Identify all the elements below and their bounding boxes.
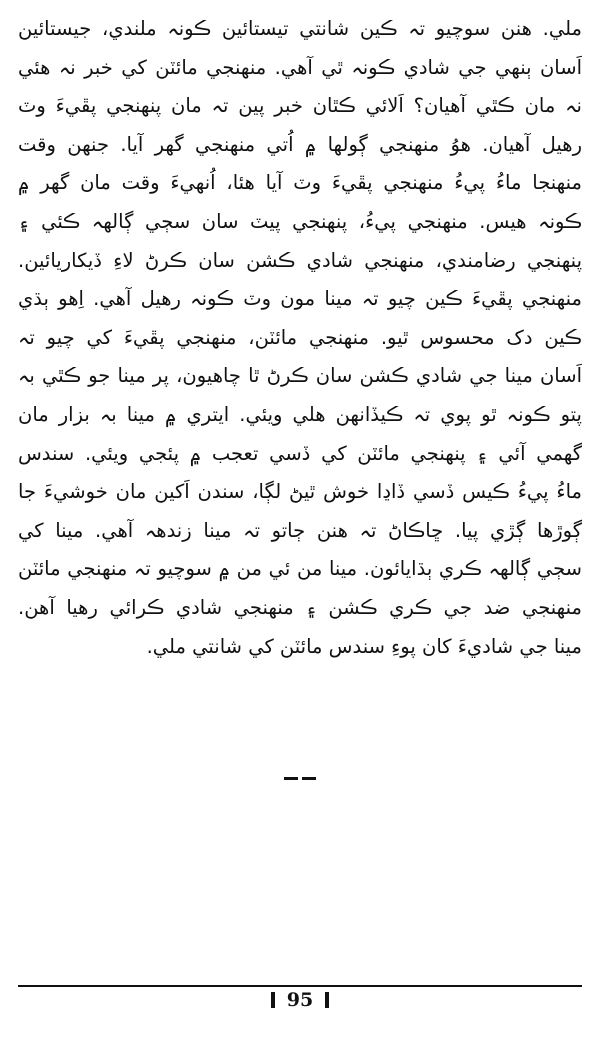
body-text [18,10,582,666]
text-line: منهنجي پڦيءَ ڪين چيو تہ مينا مون وٽ ڪونہ رهيل آهي. اِهو ٻڌي [18,287,582,311]
text-line: اَسان ٻنهي جي شادي ڪونہ ٿي آهي. منهنجي مائٽن کي خبر نہ هئي [18,55,582,79]
text-line: پتو ڪونہ ٿو پوي تہ ڪيڏانهن هلي ويئي. ايتري ۾ مينا بہ بزار مان [18,402,582,426]
text-line: منهنجي ضد جي ڪري ڪشن ۽ منهنجي شادي ڪرائي رهيا آهن. [18,595,582,619]
text-line: ڪين دک محسوس ٿيو. منهنجي مائٽن، منهنجي پڦيءَ کي چيو تہ [18,325,582,349]
page-number-bar-left [271,992,275,1008]
page-number-bar-right [325,992,329,1008]
text-line: پنهنجي رضامندي، منهنجي شادي ڪشن سان ڪرڻ لاءِ ڏيکاريائين. [18,248,582,272]
text-line: ڪونہ هيس. منهنجي پيءُ، پنهنجي پيٽ سان سڄي ڳالهہ ڪئي ۽ [18,209,582,233]
text-line: گهمي آئي ۽ پنهنجي مائٽن کي ڏسي تعجب ۾ پئجي ويئي. سندس [18,441,582,465]
separator-dash [302,777,316,780]
page-number: 95 [286,989,314,1011]
text-line: اَسان مينا جي شادي ڪشن سان ڪرڻ ٿا چاهيون، پر مينا جو ڪٿي بہ [18,364,582,388]
text-line: منهنجا ماءُ پيءُ منهنجي پڦيءَ وٽ آيا هئا، اُنهيءَ وقت مان گهر ۾ [18,171,582,195]
text-line: سڄي ڳالهہ ڪري ٻڌايائون. مينا من ئي من ۾ سوچيو تہ منهنجي مائٽن [18,557,582,581]
section-separator [284,775,316,783]
text-line: ماءُ پيءُ ڪيس ڏسي ڏاڍا خوش ٿيڻ لڳا، سندن اَکين مان خوشيءَ جا [18,480,582,504]
text-line: ملي. هنن سوچيو تہ ڪين شانتي تيستائين ڪونہ ملندي، جيستائين [18,17,582,40]
separator-dash [284,777,298,780]
text-line: ڳوڙها ڳڙي پيا. ڇاڪاڻ تہ هنن ڄاتو تہ مينا زندهہ آهي. مينا کي [18,518,582,542]
text-line: نہ مان ڪٿي آهيان؟ اَلائي ڪٿان خبر پين تہ مان پنهنجي پڦيءَ وٽ [18,94,582,118]
text-line: رهيل آهيان. هوُ منهنجي ڳولها ۾ اُتي منهنجي گهر آيا. جنهن وقت [18,132,582,156]
page-footer [0,989,600,1011]
footer-rule [18,985,582,987]
text-line-last: مينا جي شاديءَ کان پوءِ سندس مائٽن کي شانتي ملي. [146,634,582,658]
